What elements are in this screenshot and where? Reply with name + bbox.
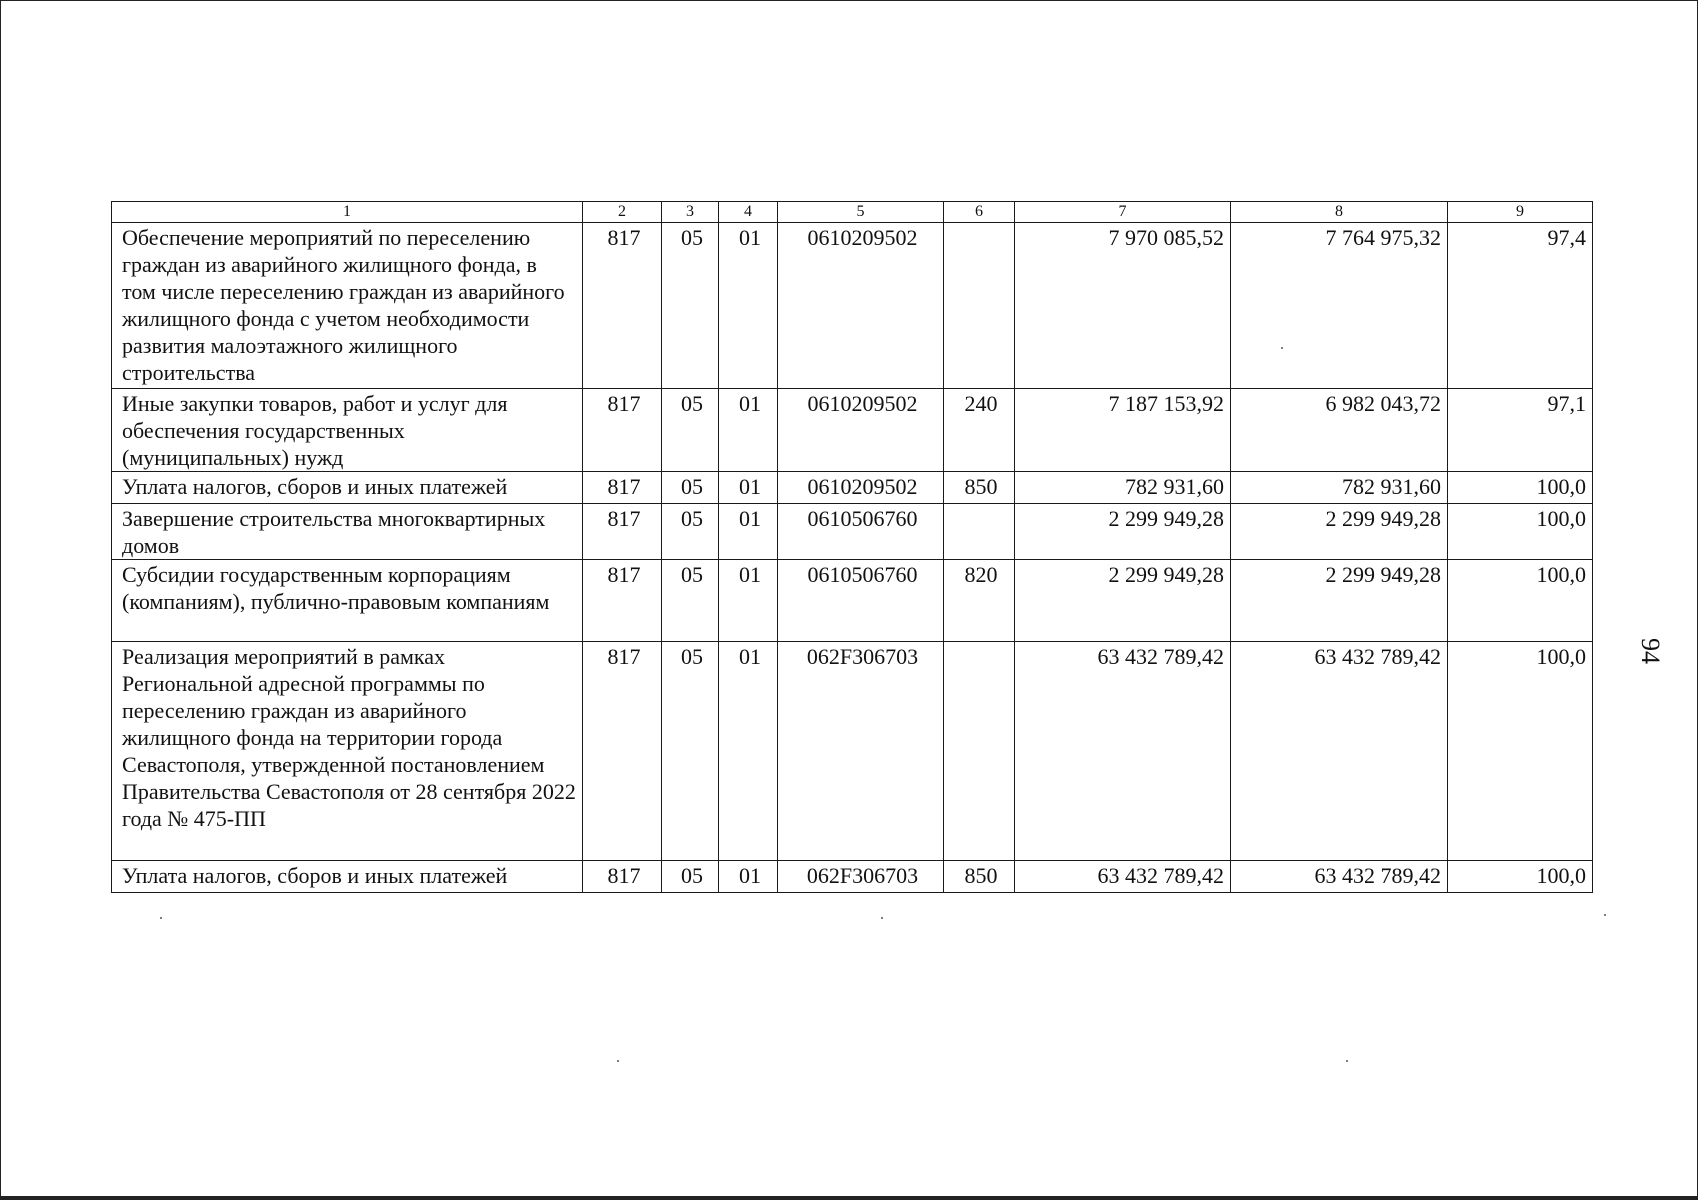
cell-executed: 63 432 789,42	[1231, 861, 1448, 893]
cell-target-article: 062F306703	[778, 861, 944, 893]
cell-kvsr: 817	[583, 223, 662, 389]
header-cell-7: 7	[1015, 202, 1231, 223]
cell-expense-type: 850	[944, 861, 1015, 893]
cell-name: Завершение строительства многоквартирных домов	[112, 504, 583, 560]
cell-subsection: 01	[719, 861, 778, 893]
cell-name: Реализация мероприятий в рамках Региональной адресной программы по переселению граждан из аварийного жилищного фонда на территории города Севастополя, утвержденной постановлением Правительства Севастополя от 28 сентября 2022 года № 475-ПП	[112, 642, 583, 861]
cell-kvsr: 817	[583, 642, 662, 861]
header-cell-3: 3	[662, 202, 719, 223]
cell-planned: 782 931,60	[1015, 472, 1231, 504]
cell-expense-type: 850	[944, 472, 1015, 504]
cell-percent: 97,4	[1448, 223, 1593, 389]
cell-name: Субсидии государственным корпорациям (компаниям), публично-правовым компаниям	[112, 560, 583, 642]
cell-subsection: 01	[719, 389, 778, 472]
header-cell-9: 9	[1448, 202, 1593, 223]
cell-target-article: 062F306703	[778, 642, 944, 861]
header-cell-6: 6	[944, 202, 1015, 223]
cell-planned: 63 432 789,42	[1015, 642, 1231, 861]
header-cell-4: 4	[719, 202, 778, 223]
cell-kvsr: 817	[583, 389, 662, 472]
cell-percent: 100,0	[1448, 861, 1593, 893]
table-row	[112, 861, 1593, 893]
cell-percent: 100,0	[1448, 472, 1593, 504]
header-cell-5: 5	[778, 202, 944, 223]
cell-executed: 782 931,60	[1231, 472, 1448, 504]
header-cell-1: 1	[112, 202, 583, 223]
cell-section: 05	[662, 389, 719, 472]
cell-percent: 100,0	[1448, 560, 1593, 642]
header-cell-2: 2	[583, 202, 662, 223]
cell-name: Обеспечение мероприятий по переселению граждан из аварийного жилищного фонда, в том числе переселению граждан из аварийного жилищного фонда с учетом необходимости развития малоэтажного жилищного строительства	[112, 223, 583, 389]
cell-section: 05	[662, 223, 719, 389]
scan-speck	[1346, 1060, 1348, 1062]
cell-percent: 100,0	[1448, 642, 1593, 861]
cell-name: Уплата налогов, сборов и иных платежей	[112, 861, 583, 893]
cell-kvsr: 817	[583, 472, 662, 504]
cell-expense-type	[944, 223, 1015, 389]
cell-target-article: 0610506760	[778, 560, 944, 642]
scan-speck	[1281, 347, 1283, 349]
scan-speck	[1604, 914, 1606, 916]
cell-section: 05	[662, 861, 719, 893]
cell-kvsr: 817	[583, 560, 662, 642]
table-row	[112, 472, 1593, 504]
cell-executed: 6 982 043,72	[1231, 389, 1448, 472]
cell-subsection: 01	[719, 642, 778, 861]
scan-speck	[881, 917, 883, 919]
table-row	[112, 223, 1593, 389]
cell-section: 05	[662, 642, 719, 861]
cell-percent: 100,0	[1448, 504, 1593, 560]
header-cell-8: 8	[1231, 202, 1448, 223]
cell-target-article: 0610209502	[778, 472, 944, 504]
cell-target-article: 0610506760	[778, 504, 944, 560]
budget-table	[111, 201, 1593, 893]
scan-bottom-edge	[0, 1196, 1698, 1200]
cell-subsection: 01	[719, 560, 778, 642]
cell-expense-type: 820	[944, 560, 1015, 642]
cell-kvsr: 817	[583, 504, 662, 560]
cell-expense-type	[944, 504, 1015, 560]
cell-planned: 2 299 949,28	[1015, 504, 1231, 560]
cell-executed: 7 764 975,32	[1231, 223, 1448, 389]
cell-planned: 2 299 949,28	[1015, 560, 1231, 642]
cell-planned: 7 970 085,52	[1015, 223, 1231, 389]
cell-target-article: 0610209502	[778, 389, 944, 472]
table-row	[112, 642, 1593, 861]
cell-section: 05	[662, 472, 719, 504]
table-row	[112, 389, 1593, 472]
cell-planned: 7 187 153,92	[1015, 389, 1231, 472]
cell-kvsr: 817	[583, 861, 662, 893]
cell-subsection: 01	[719, 472, 778, 504]
cell-subsection: 01	[719, 504, 778, 560]
cell-name: Уплата налогов, сборов и иных платежей	[112, 472, 583, 504]
cell-name: Иные закупки товаров, работ и услуг для обеспечения государственных (муниципальных) нужд	[112, 389, 583, 472]
scan-speck	[617, 1060, 619, 1062]
cell-expense-type	[944, 642, 1015, 861]
cell-subsection: 01	[719, 223, 778, 389]
cell-target-article: 0610209502	[778, 223, 944, 389]
scan-speck	[160, 917, 162, 919]
table-row	[112, 504, 1593, 560]
cell-percent: 97,1	[1448, 389, 1593, 472]
cell-section: 05	[662, 504, 719, 560]
cell-planned: 63 432 789,42	[1015, 861, 1231, 893]
cell-executed: 2 299 949,28	[1231, 560, 1448, 642]
table-header-row	[112, 202, 1593, 223]
page-number: 94	[1636, 638, 1665, 664]
cell-expense-type: 240	[944, 389, 1015, 472]
cell-executed: 63 432 789,42	[1231, 642, 1448, 861]
table-row	[112, 560, 1593, 642]
cell-executed: 2 299 949,28	[1231, 504, 1448, 560]
cell-section: 05	[662, 560, 719, 642]
